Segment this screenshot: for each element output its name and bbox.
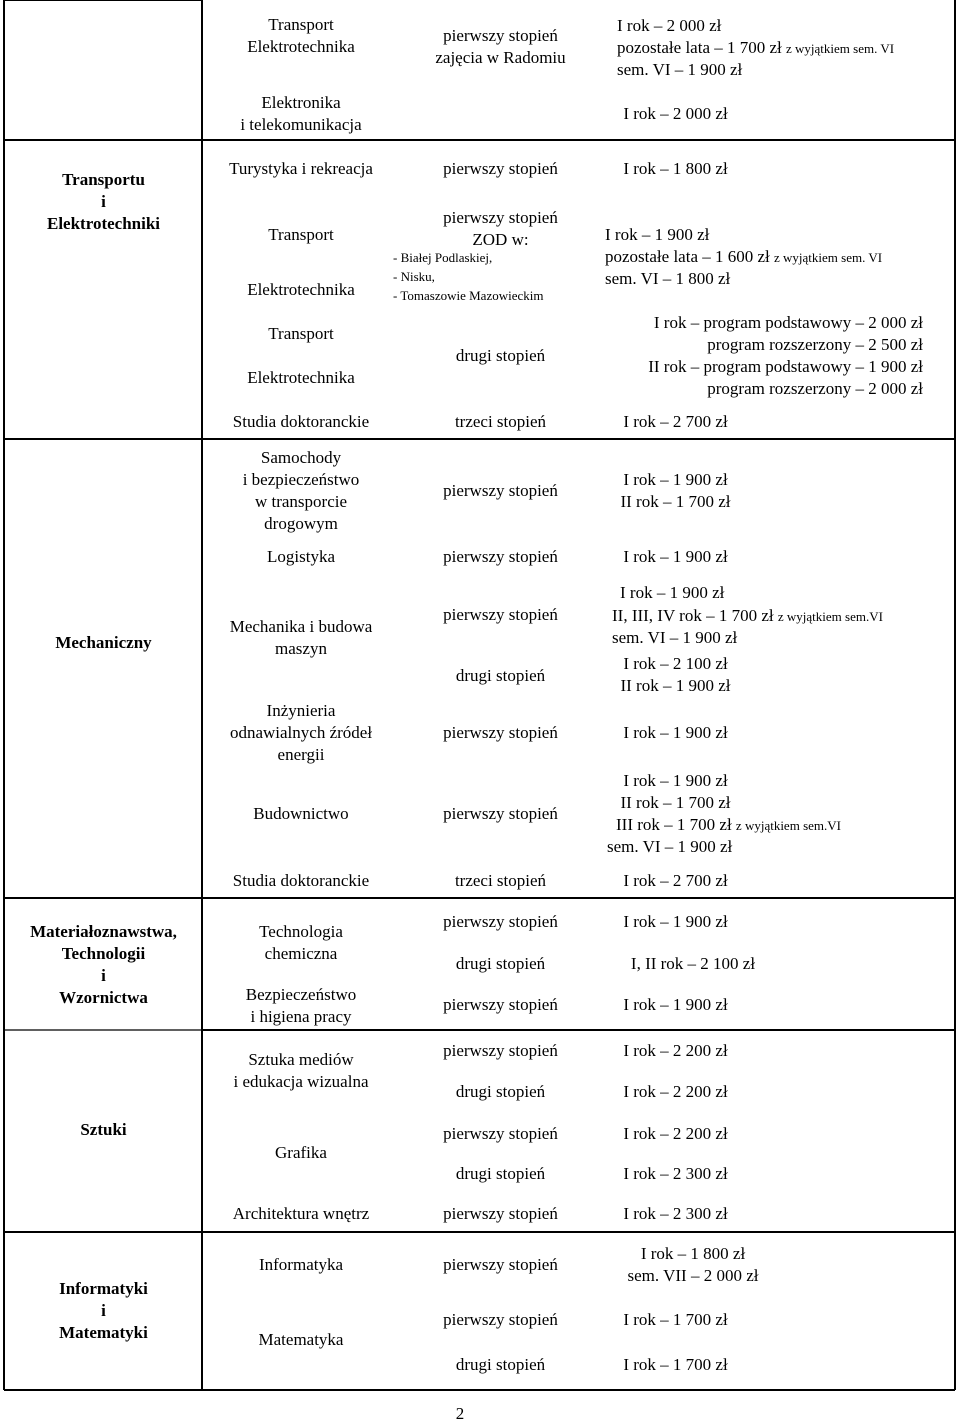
- fee-text: II rok – program podstawowy – 1 900 zł: [648, 357, 923, 376]
- level-text: drugi stopień: [455, 954, 546, 973]
- field-text: energii: [277, 745, 325, 764]
- field-text: Architektura wnętrz: [232, 1204, 370, 1223]
- faculty-text: Technologii: [61, 944, 146, 963]
- field-text: i telekomunikacja: [240, 115, 362, 134]
- level-text: pierwszy stopień: [443, 1041, 558, 1060]
- level-text: drugi stopień: [455, 1164, 546, 1183]
- faculty-text: Informatyki: [59, 1279, 148, 1298]
- field-text: Transport: [268, 225, 334, 244]
- fee-text: I rok – 1 900 zł: [623, 723, 728, 742]
- field-text: Grafika: [275, 1143, 327, 1162]
- level-list-text: - Białej Podlaskiej,: [393, 250, 493, 265]
- field-text: Transport: [268, 15, 334, 34]
- fee-text: I rok – 2 200 zł: [623, 1041, 728, 1060]
- fee-text: I rok – 1 800 zł: [623, 159, 728, 178]
- level-text: drugi stopień: [455, 1355, 546, 1374]
- field-text: Elektrotechnika: [247, 37, 355, 56]
- fee-text: I rok – 2 100 zł: [623, 654, 728, 673]
- field-text: i bezpieczeństwo: [242, 470, 360, 489]
- fee-text: sem. VI – 1 900 zł: [607, 837, 733, 856]
- fee-text: I rok – 2 200 zł: [623, 1082, 728, 1101]
- fee-text: sem. VI – 1 900 zł: [612, 628, 738, 647]
- level-text: drugi stopień: [455, 1082, 546, 1101]
- fee-text: I rok – 2 000 zł: [617, 16, 722, 35]
- faculty-text: i: [101, 1301, 106, 1320]
- fee-text: II rok – 1 700 zł: [620, 793, 731, 812]
- fee-text: I rok – 2 700 zł: [623, 412, 728, 431]
- level-text: pierwszy stopień: [443, 208, 558, 227]
- field-text: Sztuka mediów: [248, 1050, 354, 1069]
- fee-text: I rok – 1 900 zł: [605, 225, 710, 244]
- level-text: pierwszy stopień: [443, 26, 558, 45]
- field-text: Studia doktoranckie: [232, 412, 370, 431]
- level-list-text: - Nisku,: [393, 269, 435, 284]
- level-text: drugi stopień: [455, 346, 546, 365]
- faculty-text: Mechaniczny: [55, 633, 152, 652]
- field-text: Samochody: [260, 448, 342, 467]
- faculty-text: Materiałoznawstwa,: [30, 922, 177, 941]
- level-text: pierwszy stopień: [443, 804, 558, 823]
- fee-text: II rok – 1 700 zł: [620, 492, 731, 511]
- fee-text: I rok – 1 700 zł: [623, 1310, 728, 1329]
- field-text: Mechanika i budowa: [229, 617, 373, 636]
- faculty-text: i: [101, 966, 106, 985]
- fee-text: I rok – 2 200 zł: [623, 1124, 728, 1143]
- level-text: pierwszy stopień: [443, 159, 558, 178]
- fee-text: pozostałe lata – 1 700 zł z wyjątkiem sem. VI: [617, 38, 895, 57]
- level-list-text: - Tomaszowie Mazowieckim: [393, 288, 544, 303]
- level-text: pierwszy stopień: [443, 481, 558, 500]
- field-text: drogowym: [264, 514, 338, 533]
- level-text: trzeci stopień: [454, 412, 547, 431]
- fee-text: I rok – 2 000 zł: [623, 104, 728, 123]
- fee-text: I rok – 1 700 zł: [623, 1355, 728, 1374]
- faculty-text: i: [101, 192, 106, 211]
- level-text: pierwszy stopień: [443, 912, 558, 931]
- level-text: zajęcia w Radomiu: [435, 48, 566, 67]
- fee-text: I rok – program podstawowy – 2 000 zł: [653, 313, 923, 332]
- fee-text: I, II rok – 2 100 zł: [630, 954, 756, 973]
- fee-text: pozostałe lata – 1 600 zł z wyjątkiem sem. VI: [605, 247, 883, 266]
- field-text: Technologia: [259, 922, 343, 941]
- field-text: Elektronika: [261, 93, 341, 112]
- fee-text: sem. VII – 2 000 zł: [627, 1266, 759, 1285]
- fee-text: I rok – 1 900 zł: [623, 771, 728, 790]
- field-text: maszyn: [275, 639, 327, 658]
- field-text: Elektrotechnika: [247, 368, 355, 387]
- fee-exception-note: z wyjątkiem sem.VI: [735, 818, 841, 833]
- field-text: chemiczna: [264, 944, 338, 963]
- faculty-text: Wzornictwa: [59, 988, 148, 1007]
- fee-text: program rozszerzony – 2 000 zł: [707, 379, 923, 398]
- level-text: pierwszy stopień: [443, 1204, 558, 1223]
- field-text: Informatyka: [258, 1255, 344, 1274]
- fee-text: I rok – 1 900 zł: [623, 470, 728, 489]
- field-text: Turystyka i rekreacja: [229, 159, 373, 178]
- fee-exception-note: z wyjątkiem sem.VI: [777, 609, 883, 624]
- field-text: w transporcie: [254, 492, 348, 511]
- level-text: pierwszy stopień: [443, 605, 558, 624]
- fee-text: I rok – 1 800 zł: [640, 1244, 746, 1263]
- field-text: Budownictwo: [253, 804, 349, 823]
- field-text: Matematyka: [258, 1330, 344, 1349]
- fee-exception-note: z wyjątkiem sem. VI: [774, 250, 883, 265]
- field-text: Elektrotechnika: [247, 280, 355, 299]
- fee-text: II, III, IV rok – 1 700 zł z wyjątkiem sem.VI: [612, 606, 883, 625]
- level-text: pierwszy stopień: [443, 995, 558, 1014]
- field-text: i edukacja wizualna: [233, 1072, 369, 1091]
- fee-text: I rok – 1 900 zł: [620, 583, 725, 602]
- fee-exception-note: z wyjątkiem sem. VI: [786, 41, 895, 56]
- field-text: Logistyka: [267, 547, 335, 566]
- fee-text: I rok – 2 300 zł: [623, 1204, 728, 1223]
- page-number: 2: [455, 1404, 465, 1423]
- fee-text: I rok – 1 900 zł: [623, 547, 728, 566]
- faculty-text: Sztuki: [80, 1120, 127, 1139]
- fee-text: I rok – 2 700 zł: [623, 871, 728, 890]
- fee-text: program rozszerzony – 2 500 zł: [707, 335, 923, 354]
- faculty-text: Transportu: [62, 170, 145, 189]
- level-text: trzeci stopień: [454, 871, 547, 890]
- fee-text: II rok – 1 900 zł: [620, 676, 731, 695]
- fee-text: sem. VI – 1 800 zł: [605, 269, 731, 288]
- level-text: pierwszy stopień: [443, 1310, 558, 1329]
- level-text: pierwszy stopień: [443, 547, 558, 566]
- field-text: Studia doktoranckie: [232, 871, 370, 890]
- field-text: Bezpieczeństwo: [245, 985, 357, 1004]
- fee-text: sem. VI – 1 900 zł: [617, 60, 743, 79]
- field-text: i higiena pracy: [250, 1007, 352, 1026]
- field-text: Inżynieria: [266, 701, 336, 720]
- level-text: pierwszy stopień: [443, 723, 558, 742]
- field-text: odnawialnych źródeł: [229, 723, 373, 742]
- level-text: pierwszy stopień: [443, 1255, 558, 1274]
- fee-text: III rok – 1 700 zł z wyjątkiem sem.VI: [616, 815, 841, 834]
- level-text: pierwszy stopień: [443, 1124, 558, 1143]
- level-text: drugi stopień: [455, 666, 546, 685]
- fee-text: I rok – 1 900 zł: [623, 995, 728, 1014]
- faculty-text: Matematyki: [59, 1323, 148, 1342]
- field-text: Transport: [268, 324, 334, 343]
- faculty-text: Elektrotechniki: [46, 214, 161, 233]
- fee-text: I rok – 1 900 zł: [623, 912, 728, 931]
- fee-text: I rok – 2 300 zł: [623, 1164, 728, 1183]
- level-text: ZOD w:: [472, 230, 529, 249]
